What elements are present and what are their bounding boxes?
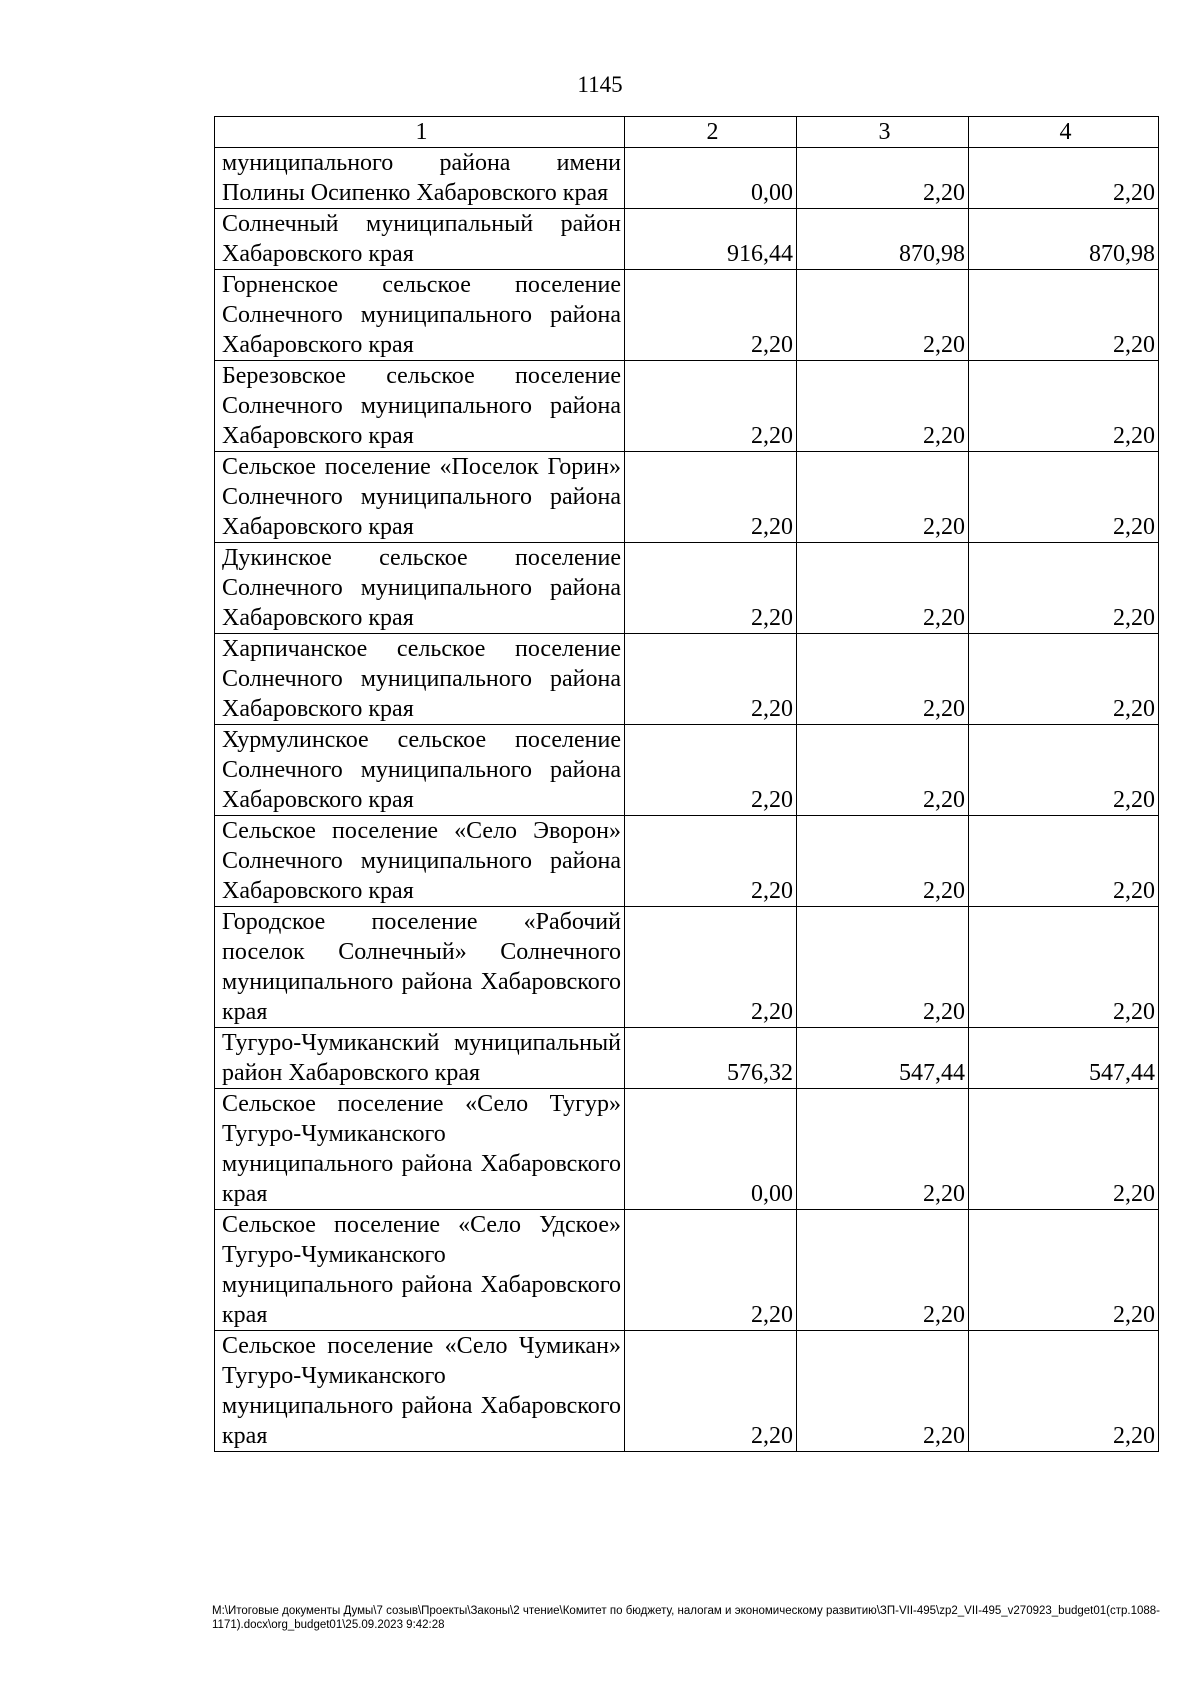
row-name: Городское поселение «Рабочий поселок Солнечный» Солнечного муниципального района Хабаровского края — [215, 907, 625, 1028]
value-col-4: 2,20 — [969, 1210, 1159, 1331]
value-col-4: 2,20 — [969, 452, 1159, 543]
value-col-3: 870,98 — [797, 209, 969, 270]
value-col-2: 576,32 — [625, 1028, 797, 1089]
value-col-3: 2,20 — [797, 816, 969, 907]
value-col-3: 2,20 — [797, 907, 969, 1028]
table-row — [215, 543, 1159, 634]
table-row — [215, 1210, 1159, 1331]
column-header-4: 4 — [969, 117, 1159, 148]
value-col-3: 2,20 — [797, 543, 969, 634]
value-col-4: 2,20 — [969, 361, 1159, 452]
table-row — [215, 907, 1159, 1028]
value-col-4: 2,20 — [969, 1331, 1159, 1452]
budget-table — [214, 116, 1159, 1452]
value-col-3: 2,20 — [797, 452, 969, 543]
value-col-2: 2,20 — [625, 725, 797, 816]
row-name: Харпичанское сельское поселение Солнечного муниципального района Хабаровского края — [215, 634, 625, 725]
value-col-3: 2,20 — [797, 361, 969, 452]
table-row — [215, 452, 1159, 543]
column-header-2: 2 — [625, 117, 797, 148]
table-row — [215, 148, 1159, 209]
row-name: Тугуро-Чумиканский муниципальный район Хабаровского края — [215, 1028, 625, 1089]
column-header-1: 1 — [215, 117, 625, 148]
row-name: Солнечный муниципальный район Хабаровского края — [215, 209, 625, 270]
value-col-4: 2,20 — [969, 148, 1159, 209]
value-col-3: 2,20 — [797, 270, 969, 361]
value-col-2: 2,20 — [625, 270, 797, 361]
row-name: Горненское сельское поселение Солнечного муниципального района Хабаровского края — [215, 270, 625, 361]
value-col-4: 547,44 — [969, 1028, 1159, 1089]
value-col-3: 2,20 — [797, 634, 969, 725]
row-name: Сельское поселение «Село Эворон» Солнечного муниципального района Хабаровского края — [215, 816, 625, 907]
table-row — [215, 1331, 1159, 1452]
table-row — [215, 725, 1159, 816]
value-col-4: 870,98 — [969, 209, 1159, 270]
value-col-2: 2,20 — [625, 634, 797, 725]
value-col-2: 916,44 — [625, 209, 797, 270]
table-row — [215, 361, 1159, 452]
table-header-row — [215, 117, 1159, 148]
row-name: Сельское поселение «Село Удское» Тугуро-Чумиканского муниципального района Хабаровского края — [215, 1210, 625, 1331]
row-name: Хурмулинское сельское поселение Солнечного муниципального района Хабаровского края — [215, 725, 625, 816]
table-row — [215, 270, 1159, 361]
value-col-2: 2,20 — [625, 816, 797, 907]
value-col-3: 2,20 — [797, 1331, 969, 1452]
value-col-2: 0,00 — [625, 148, 797, 209]
file-path-footer: M:\Итоговые документы Думы\7 созыв\Проекты\Законы\2 чтение\Комитет по бюджету, налогам и экономическому развитию\ЗП-VII-495\zp2_VII-495_v270923_budget01(стр.1088-1171).docx\org_budget01\25.09.2023 9:42:28 — [212, 1605, 1160, 1631]
value-col-2: 2,20 — [625, 1331, 797, 1452]
value-col-3: 2,20 — [797, 148, 969, 209]
value-col-2: 2,20 — [625, 543, 797, 634]
value-col-4: 2,20 — [969, 725, 1159, 816]
value-col-4: 2,20 — [969, 1089, 1159, 1210]
table-row — [215, 816, 1159, 907]
row-name: Березовское сельское поселение Солнечного муниципального района Хабаровского края — [215, 361, 625, 452]
value-col-4: 2,20 — [969, 270, 1159, 361]
value-col-4: 2,20 — [969, 543, 1159, 634]
table-row — [215, 1089, 1159, 1210]
value-col-2: 2,20 — [625, 907, 797, 1028]
value-col-3: 547,44 — [797, 1028, 969, 1089]
row-name: Сельское поселение «Поселок Горин» Солнечного муниципального района Хабаровского края — [215, 452, 625, 543]
page-number: 1145 — [577, 72, 623, 97]
value-col-3: 2,20 — [797, 1089, 969, 1210]
value-col-4: 2,20 — [969, 634, 1159, 725]
value-col-2: 2,20 — [625, 1210, 797, 1331]
table-row — [215, 634, 1159, 725]
value-col-2: 0,00 — [625, 1089, 797, 1210]
value-col-2: 2,20 — [625, 361, 797, 452]
value-col-3: 2,20 — [797, 725, 969, 816]
column-header-3: 3 — [797, 117, 969, 148]
value-col-4: 2,20 — [969, 816, 1159, 907]
row-name: Сельское поселение «Село Чумикан» Тугуро-Чумиканского муниципального района Хабаровского края — [215, 1331, 625, 1452]
value-col-4: 2,20 — [969, 907, 1159, 1028]
value-col-3: 2,20 — [797, 1210, 969, 1331]
row-name: муниципального района имени Полины Осипенко Хабаровского края — [215, 148, 625, 209]
row-name: Сельское поселение «Село Тугур» Тугуро-Чумиканского муниципального района Хабаровского края — [215, 1089, 625, 1210]
value-col-2: 2,20 — [625, 452, 797, 543]
table-row — [215, 1028, 1159, 1089]
row-name: Дукинское сельское поселение Солнечного муниципального района Хабаровского края — [215, 543, 625, 634]
table-row — [215, 209, 1159, 270]
